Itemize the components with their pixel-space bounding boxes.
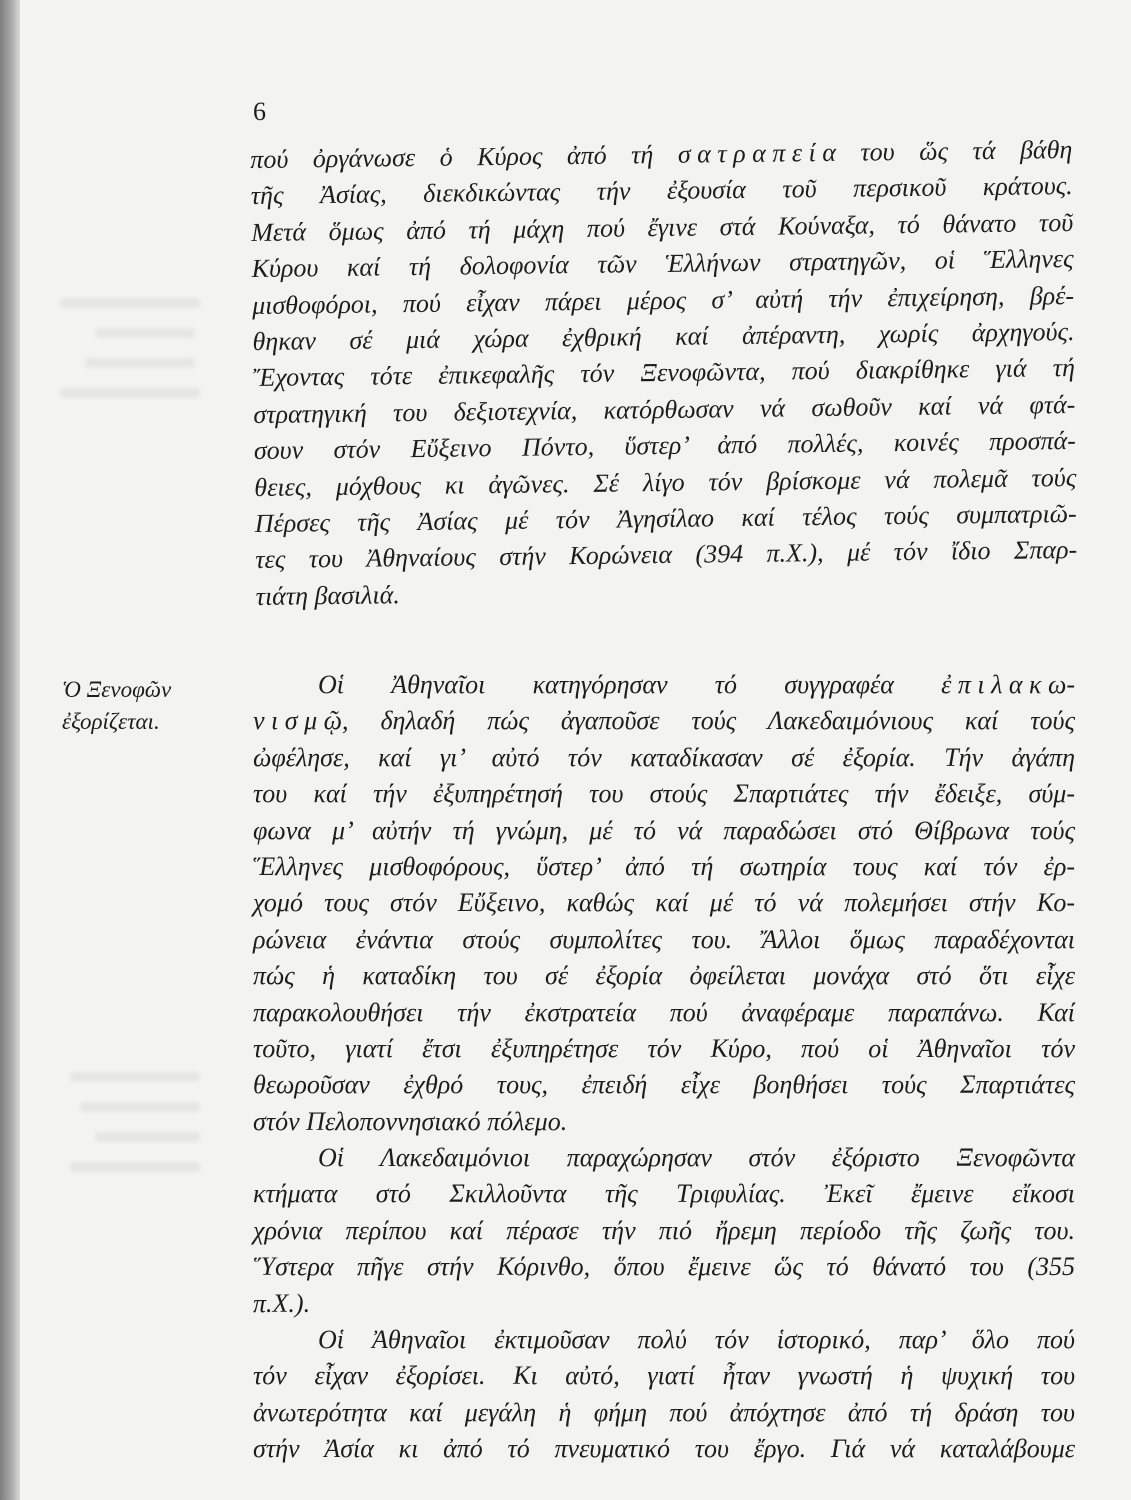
text-line: κτήματα στό Σκιλλοῦντα τῆς Τριφυλίας. Ἐκεῖ ἔμεινε εἴκοσι bbox=[253, 1179, 1075, 1209]
text-line: Ἕλληνες μισθοφόρους, ὕστερ’ ἀπό τή σωτηρία τους καί τόν ἐρ- bbox=[253, 851, 1075, 881]
text-line: θεωροῦσαν ἐχθρό τους, ἐπειδή εἶχε βοηθήσει τούς Σπαρτιάτες bbox=[253, 1070, 1075, 1100]
body-text bbox=[253, 667, 1075, 1468]
text-line: Κύρου καί τή δολοφονία τῶν Ἑλλήνων στρατηγῶν, οἱ Ἕλληνες bbox=[251, 244, 1074, 284]
show-through-mark bbox=[95, 1132, 200, 1142]
show-through-mark bbox=[60, 388, 200, 398]
line-segment: πού ὀργάνωσε ὁ Κύρος ἀπό τή bbox=[250, 140, 654, 175]
text-line: Οἱ Λακεδαιμόνιοι παραχώρησαν στόν ἐξόριστο Ξενοφῶντα bbox=[318, 1143, 1075, 1173]
binding-edge-shadow bbox=[0, 0, 20, 1500]
page-number: 6 bbox=[253, 97, 266, 126]
text-line: παρακολουθήσει τήν ἐκστρατεία πού ἀναφέραμε παραπάνω. Καί bbox=[253, 997, 1075, 1027]
text-line: Ὕστερα πῆγε στήν Κόρινθο, ὅπου ἔμεινε ὥς τό θάνατό του (355 bbox=[253, 1252, 1075, 1282]
line-segment: Οἱ Ἀθηναῖοι κατηγόρησαν τό συγγραφέα bbox=[318, 670, 894, 699]
text-line: σουν στόν Εὔξεινο Πόντο, ὕστερ’ ἀπό πολλές, κοινές προσπά- bbox=[253, 426, 1076, 466]
text-line: ρώνεια ἐνάντια στούς συμπολίτες του. Ἄλλοι ὅμως παραδέχονται bbox=[253, 924, 1075, 954]
text-line: του καί τήν ἐξυπηρέτησή του στούς Σπαρτιάτες τήν ἔδειξε, σύμ- bbox=[253, 779, 1075, 809]
margin-note-line: ἐξορίζεται. bbox=[62, 709, 160, 734]
text-line: φωνα μ’ αὐτήν τή γνώμη, μέ τό νά παραδώσει στό Θίβρωνα τούς bbox=[253, 815, 1075, 845]
spaced-emphasis: ν ι σ μ ῷ, bbox=[253, 706, 349, 736]
text-line: Πέρσες τῆς Ἀσίας μέ τόν Ἀγησίλαο καί τέλος τούς συμπατριῶ- bbox=[254, 498, 1077, 538]
text-line: π.Χ.). bbox=[253, 1288, 311, 1318]
show-through-mark bbox=[70, 1162, 200, 1172]
paragraph-3 bbox=[253, 1140, 1075, 1322]
paragraph-4 bbox=[253, 1322, 1075, 1468]
text-line: χομό τους στόν Εὔξεινο, καθώς καί μέ τό νά πολεμήσει στήν Κο- bbox=[253, 888, 1075, 918]
text-line: τοῦτο, γιατί ἔτσι ἐξυπηρέτησε τόν Κύρο, πού οἱ Ἀθηναῖοι τόν bbox=[253, 1033, 1075, 1063]
text-line: στρατηγική του δεξιοτεχνία, κατόρθωσαν νά σωθοῦν καί νά φτά- bbox=[253, 389, 1076, 429]
show-through-mark bbox=[95, 328, 195, 338]
text-line: θηκαν σέ μιά χώρα ἐχθρική καί ἀπέραντη, χωρίς ἀρχηγούς. bbox=[252, 316, 1075, 356]
text-line: τες του Ἀθηναίους στήν Κορώνεια (394 π.Χ.), μέ τόν ἴδιο Σπαρ- bbox=[255, 535, 1078, 575]
show-through-mark bbox=[60, 298, 200, 308]
text-line: πώς ἡ καταδίκη του σέ ἐξορία ὀφείλεται μονάχα στό ὅτι εἶχε bbox=[253, 961, 1075, 991]
text-line: Ἔχοντας τότε ἐπικεφαλῆς τόν Ξενοφῶντα, πού διακρίθηκε γιά τή bbox=[252, 353, 1076, 393]
paragraph-2 bbox=[253, 667, 1075, 1140]
text-line bbox=[253, 667, 1075, 703]
text-line: ὠφέλησε, καί γι’ αὐτό τόν καταδίκασαν σέ ἐξορία. Τήν ἀγάπη bbox=[253, 742, 1075, 772]
text-line: τιάτη βασιλιά. bbox=[255, 579, 400, 611]
line-segment: δηλαδή πώς ἀγαποῦσε τούς Λακεδαιμόνιους καί τούς bbox=[380, 706, 1075, 736]
margin-note-line: Ὁ Ξενοφῶν bbox=[62, 677, 172, 702]
text-line bbox=[253, 703, 1075, 739]
show-through-mark bbox=[85, 358, 195, 368]
paragraph-1 bbox=[250, 132, 1078, 615]
text-line: τόν εἶχαν ἐξορίσει. Κι αὐτό, γιατί ἦταν γνωστή ἡ ψυχική του bbox=[253, 1361, 1075, 1391]
show-through-mark bbox=[80, 1102, 200, 1112]
text-line: μισθοφόροι, πού εἶχαν πάρει μέρος σ’ αὐτή τήν ἐπιχείρηση, βρέ- bbox=[251, 280, 1075, 320]
text-line: ἀνωτερότητα καί μεγάλη ἡ φήμη πού ἀπόχτησε ἀπό τή δράση του bbox=[253, 1397, 1075, 1427]
text-line: τῆς Ἀσίας, διεκδικώντας τήν ἐξουσία τοῦ περσικοῦ κράτους. bbox=[250, 171, 1073, 211]
show-through-mark bbox=[70, 1072, 200, 1082]
text-line: στόν Πελοποννησιακό πόλεμο. bbox=[253, 1106, 568, 1136]
text-line: στήν Ἀσία κι ἀπό τό πνευματικό του ἔργο. Γιά νά καταλάβουμε bbox=[253, 1434, 1075, 1464]
text-line: Οἱ Ἀθηναῖοι ἐκτιμοῦσαν πολύ τόν ἱστορικό, παρ’ ὅλο πού bbox=[318, 1325, 1075, 1355]
line-segment: του ὥς τά βάθη bbox=[860, 134, 1073, 167]
spaced-emphasis: ἐ π ι λ α κ ω- bbox=[941, 670, 1076, 699]
text-line: θειες, μόχθους κι ἀγῶνες. Σέ λίγο τόν βρίσκομε νά πολεμᾶ τούς bbox=[254, 462, 1077, 502]
spaced-emphasis: σ α τ ρ α π ε ί α bbox=[677, 137, 837, 169]
text-line: Μετά ὅμως ἀπό τή μάχη πού ἔγινε στά Κούναξα, τό θάνατο τοῦ bbox=[251, 207, 1074, 247]
margin-note bbox=[62, 674, 171, 738]
text-line: χρόνια περίπου καί πέρασε τήν πιό ἤρεμη περίοδο τῆς ζωῆς του. bbox=[253, 1215, 1075, 1245]
